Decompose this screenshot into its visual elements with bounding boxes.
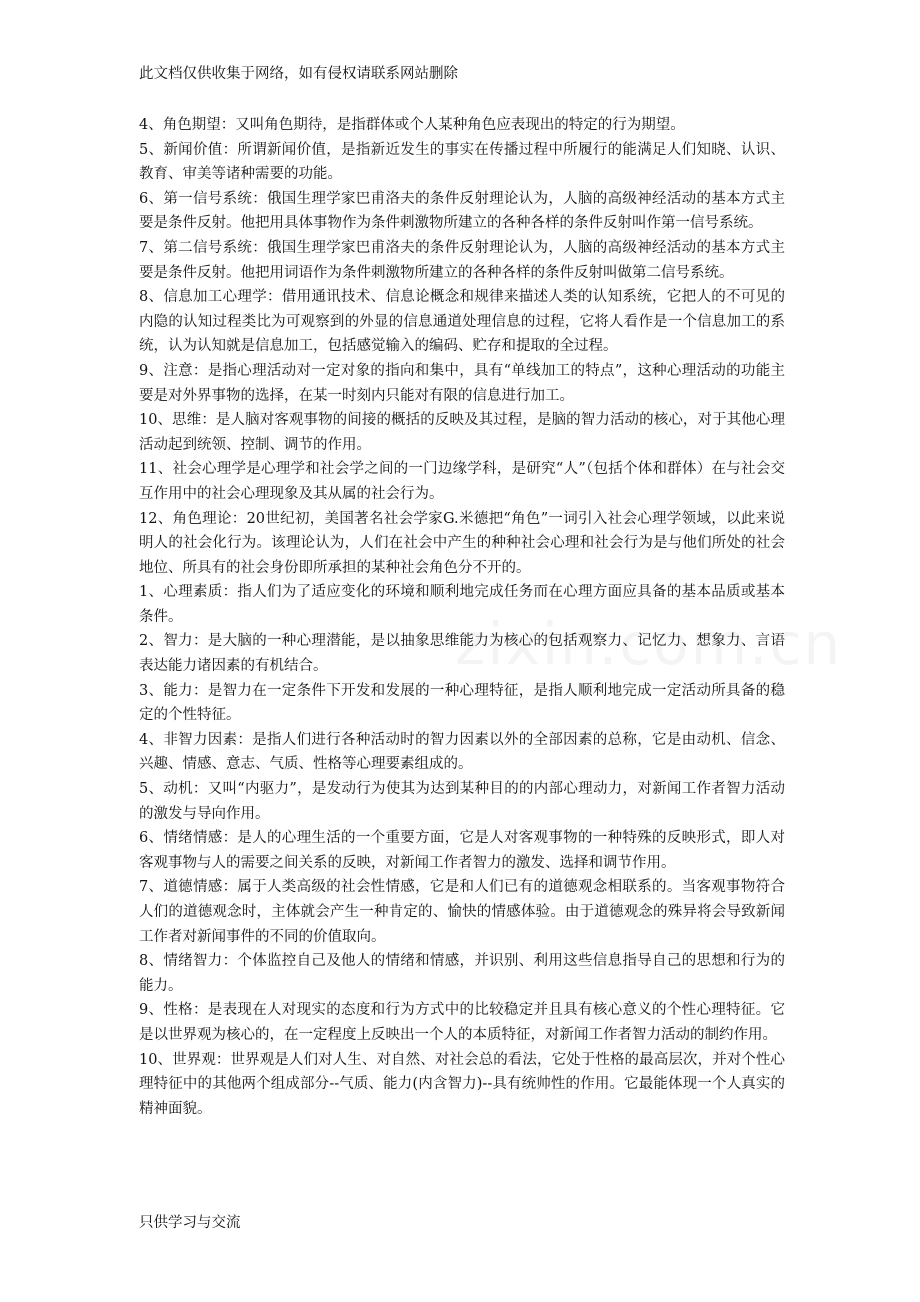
definition-entry: 10、世界观：世界观是人们对人生、对自然、对社会总的看法，它处于性格的最高层次，并对个性心理特征中的其他两个组成部分--气质、能力(内含智力)--具有统帅性的作用。它最能体现一个人真实的精神面貌。 bbox=[139, 1051, 785, 1117]
definition-entry: 5、动机：又叫“内驱力”，是发动行为使其为达到某种目的的内部心理动力，对新闻工作者智力活动的激发与导向作用。 bbox=[139, 781, 785, 822]
definition-entry: 9、性格：是表现在人对现实的态度和行为方式中的比较稳定并且具有核心意义的个性心理特征。它是以世界观为核心的，在一定程度上反映出一个人的本质特征，对新闻工作者智力活动的制约作用。 bbox=[139, 1002, 785, 1043]
definition-entry: 3、能力：是智力在一定条件下开发和发展的一种心理特征，是指人顺利地完成一定活动所具备的稳定的个性特征。 bbox=[139, 682, 785, 724]
definition-entry: 5、新闻价值：所谓新闻价值，是指新近发生的事实在传播过程中所履行的能满足人们知晓、认识、教育、审美等诸种需要的功能。 bbox=[139, 141, 785, 183]
definition-entry: 8、情绪智力：个体监控自己及他人的情绪和情感，并识别、利用这些信息指导自己的思想和行为的能力。 bbox=[139, 953, 785, 994]
definition-entry: 2、智力：是大脑的一种心理潜能，是以抽象思维能力为核心的包括观察力、记忆力、想象力、言语表达能力诸因素的有机结合。 bbox=[139, 633, 785, 675]
definition-entry: 6、第一信号系统：俄国生理学家巴甫洛夫的条件反射理论认为，人脑的高级神经活动的基本方式主要是条件反射。他把用具体事物作为条件刺激物所建立的各种各样的条件反射叫作第一信号系统。 bbox=[139, 190, 785, 232]
definition-entry: 7、第二信号系统：俄国生理学家巴甫洛夫的条件反射理论认为，人脑的高级神经活动的基本方式主要是条件反射。他把用词语作为条件刺激物所建立的各种各样的条件反射叫做第二信号系统。 bbox=[139, 239, 785, 281]
definition-entry: 4、非智力因素：是指人们进行各种活动时的智力因素以外的全部因素的总称，它是由动机、信念、兴趣、情感、意志、气质、性格等心理要素组成的。 bbox=[139, 731, 785, 773]
definition-entry: 10、思维：是人脑对客观事物的间接的概括的反映及其过程，是脑的智力活动的核心，对于其他心理活动起到统领、控制、调节的作用。 bbox=[139, 412, 785, 453]
definition-entry: 1、心理素质：指人们为了适应变化的环境和顺利地完成任务而在心理方面应具备的基本品质或基本条件。 bbox=[139, 584, 785, 625]
footer-note: 只供学习与交流 bbox=[139, 1215, 241, 1231]
definition-entry: 4、角色期望：又叫角色期待，是指群体或个人某种角色应表现出的特定的行为期望。 bbox=[139, 117, 685, 133]
document-body bbox=[139, 113, 785, 1121]
definition-entry: 6、情绪情感：是人的心理生活的一个重要方面，它是人对客观事物的一种特殊的反映形式，即人对客观事物与人的需要之间关系的反映，对新闻工作者智力的激发、选择和调节作用。 bbox=[139, 830, 785, 871]
definition-entry: 11、社会心理学是心理学和社会学之间的一门边缘学科，是研究“人”（包括个体和群体）在与社会交互作用中的社会心理现象及其从属的社会行为。 bbox=[139, 461, 785, 502]
header-disclaimer: 此文档仅供收集于网络，如有侵权请联系网站删除 bbox=[139, 66, 458, 82]
definition-entry: 9、注意：是指心理活动对一定对象的指向和集中，具有“单线加工的特点”，这种心理活动的功能主要是对外界事物的选择，在某一时刻内只能对有限的信息进行加工。 bbox=[139, 362, 785, 404]
definition-entry: 8、信息加工心理学：借用通讯技术、信息论概念和规律来描述人类的认知系统，它把人的不可见的内隐的认知过程类比为可观察到的外显的信息通道处理信息的过程，它将人看作是一个信息加工的系统，认为认知就是信息加工，包括感觉输入的编码、贮存和提取的全过程。 bbox=[139, 289, 785, 355]
definition-entry: 7、道德情感：属于人类高级的社会性情感，它是和人们已有的道德观念相联系的。当客观事物符合人们的道德观念时，主体就会产生一种肯定的、愉快的情感体验。由于道德观念的殊异将会导致新闻工作者对新闻事件的不同的价值取向。 bbox=[139, 879, 785, 945]
definition-entry: 12、角色理论：20世纪初，美国著名社会学家G.米德把“角色”一词引入社会心理学领域，以此来说明人的社会化行为。该理论认为，人们在社会中产生的种种社会心理和社会行为是与他们所处的社会地位、所具有的社会身份即所承担的某种社会角色分不开的。 bbox=[139, 510, 785, 576]
